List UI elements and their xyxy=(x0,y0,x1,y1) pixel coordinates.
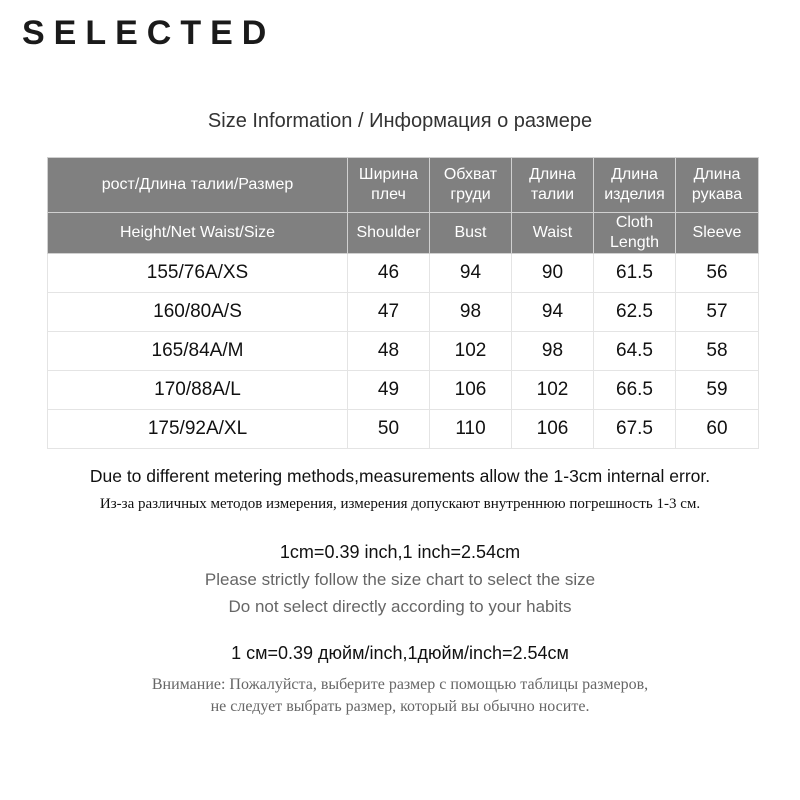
header-bust-ru: Обхват груди xyxy=(430,158,512,213)
cell-bust: 98 xyxy=(430,293,512,332)
cell-bust: 94 xyxy=(430,254,512,293)
size-chart-table xyxy=(47,157,759,449)
cell-waist: 102 xyxy=(512,371,594,410)
header-row-russian xyxy=(48,158,759,213)
cell-size: 155/76A/XS xyxy=(48,254,348,293)
cell-size: 160/80A/S xyxy=(48,293,348,332)
cell-sleeve: 60 xyxy=(676,410,759,449)
cell-shoulder: 50 xyxy=(348,410,430,449)
table-row xyxy=(48,371,759,410)
measurement-error-note-ru: Из-за различных методов измерения, измерения допускают внутреннюю погрешность 1-3 см. xyxy=(99,496,701,512)
cell-sleeve: 56 xyxy=(676,254,759,293)
cell-waist: 98 xyxy=(512,332,594,371)
cell-size: 165/84A/M xyxy=(48,332,348,371)
cell-shoulder: 46 xyxy=(348,254,430,293)
header-size-ru: рост/Длина талии/Размер xyxy=(48,158,348,213)
header-bust-en: Bust xyxy=(430,213,512,254)
size-advice-line-2: Do not select directly according to your habits xyxy=(228,597,572,616)
header-shoulder-ru: Ширина плеч xyxy=(348,158,430,213)
unit-conversion-en: 1cm=0.39 inch,1 inch=2.54cm xyxy=(279,542,521,562)
cell-length: 62.5 xyxy=(594,293,676,332)
cell-length: 61.5 xyxy=(594,254,676,293)
header-sleeve-en: Sleeve xyxy=(676,213,759,254)
brand-logo: SELECTED xyxy=(22,14,276,52)
header-row-english xyxy=(48,213,759,254)
page-title: Size Information / Информация о размере xyxy=(207,110,593,132)
cell-length: 66.5 xyxy=(594,371,676,410)
header-sleeve-ru: Длина рукава xyxy=(676,158,759,213)
size-advice-line-1: Please strictly follow the size chart to select the size xyxy=(204,570,596,589)
size-warning-ru-line-1: Внимание: Пожалуйста, выберите размер с помощью таблицы размеров, xyxy=(151,676,649,693)
cell-bust: 110 xyxy=(430,410,512,449)
header-length-ru: Длина изделия xyxy=(594,158,676,213)
table-row xyxy=(48,410,759,449)
cell-waist: 106 xyxy=(512,410,594,449)
cell-shoulder: 47 xyxy=(348,293,430,332)
header-shoulder-en: Shoulder xyxy=(348,213,430,254)
cell-size: 175/92A/XL xyxy=(48,410,348,449)
cell-size: 170/88A/L xyxy=(48,371,348,410)
unit-conversion-ru: 1 см=0.39 дюйм/inch,1дюйм/inch=2.54см xyxy=(231,643,569,663)
header-length-en: Cloth Length xyxy=(594,213,676,254)
cell-length: 64.5 xyxy=(594,332,676,371)
cell-sleeve: 58 xyxy=(676,332,759,371)
cell-shoulder: 48 xyxy=(348,332,430,371)
cell-bust: 102 xyxy=(430,332,512,371)
size-warning-ru-line-2: не следует выбрать размер, который вы обычно носите. xyxy=(210,698,590,715)
table-row xyxy=(48,332,759,371)
cell-bust: 106 xyxy=(430,371,512,410)
header-size-en: Height/Net Waist/Size xyxy=(48,213,348,254)
header-waist-en: Waist xyxy=(512,213,594,254)
cell-waist: 94 xyxy=(512,293,594,332)
cell-waist: 90 xyxy=(512,254,594,293)
table-row xyxy=(48,293,759,332)
cell-sleeve: 57 xyxy=(676,293,759,332)
cell-shoulder: 49 xyxy=(348,371,430,410)
table-row xyxy=(48,254,759,293)
cell-sleeve: 59 xyxy=(676,371,759,410)
measurement-error-note-en: Due to different metering methods,measurements allow the 1-3cm internal error. xyxy=(89,466,711,486)
header-waist-ru: Длина талии xyxy=(512,158,594,213)
cell-length: 67.5 xyxy=(594,410,676,449)
